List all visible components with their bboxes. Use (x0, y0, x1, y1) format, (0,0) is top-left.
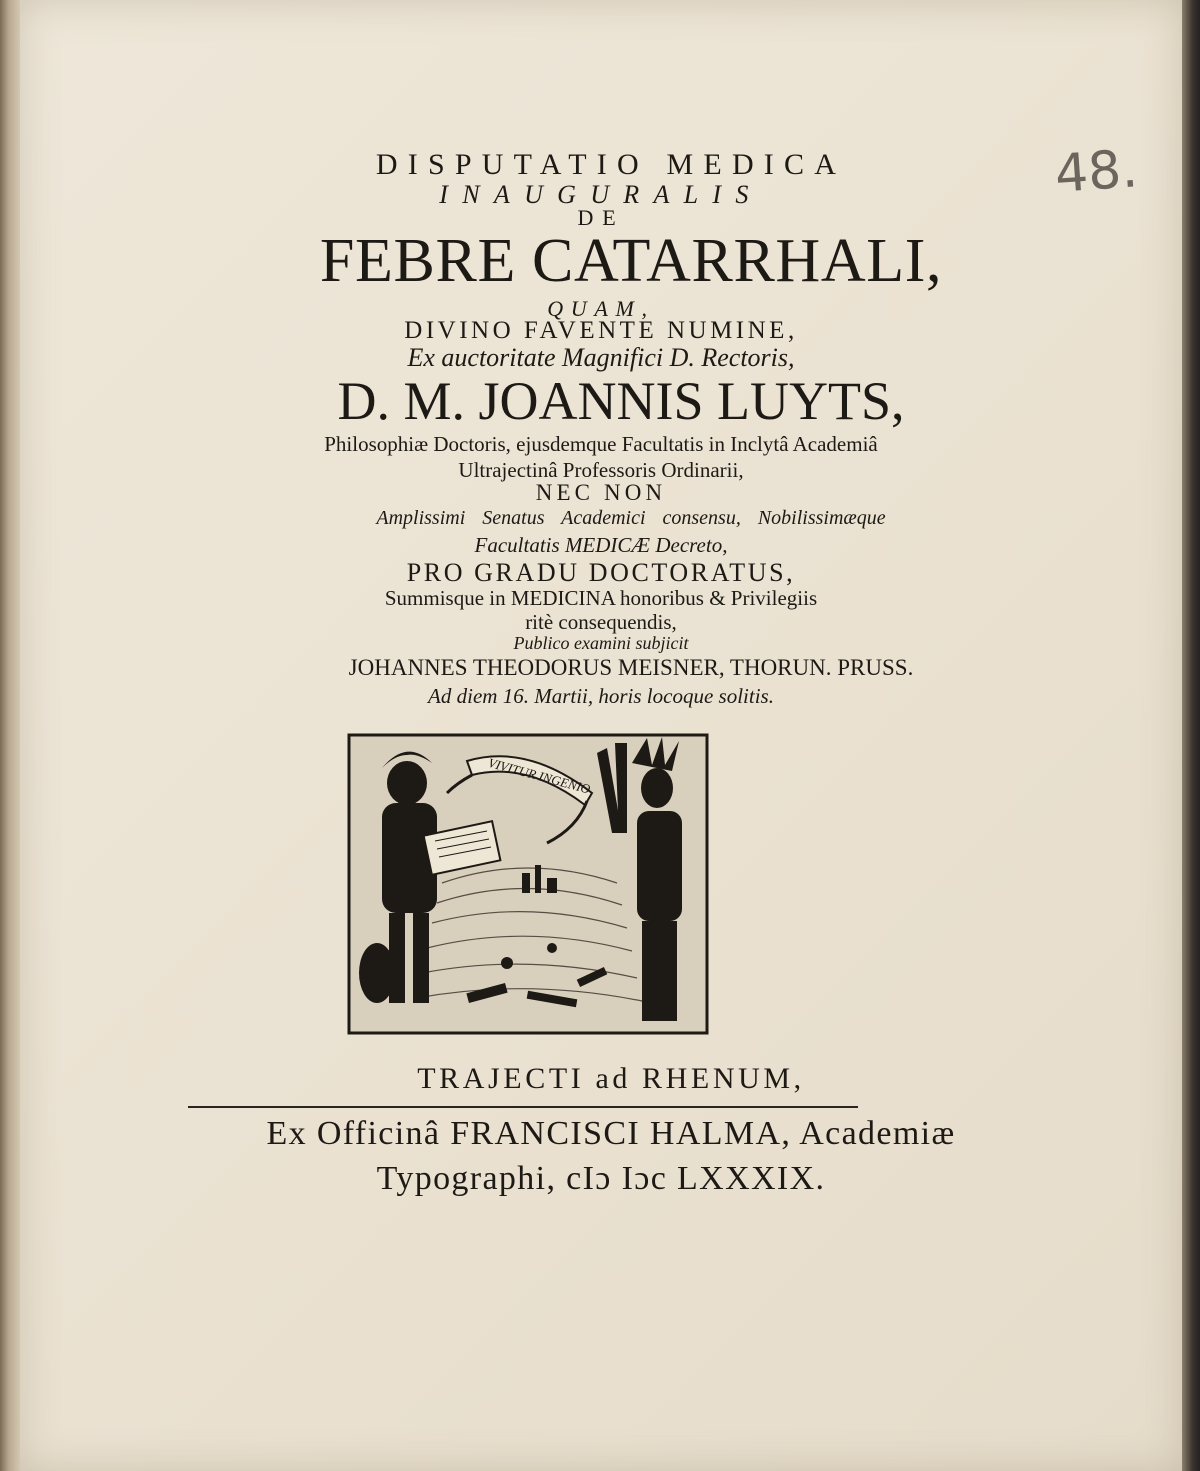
handwritten-number: 48. (1053, 139, 1140, 205)
title-line-de: DE (577, 205, 625, 230)
title-line-auctoritate: Ex auctoritate Magnifici D. Rectoris, (407, 343, 795, 372)
page-edge-shadow (1182, 0, 1200, 1471)
title-line-febre: FEBRE CATARRHALI, (319, 227, 943, 295)
imprint-typographi: Typographi, cIɔ Iɔc LXXXIX. (376, 1160, 826, 1197)
imprint-officina: Ex Officinâ FRANCISCI HALMA, Academiæ (266, 1115, 956, 1152)
title-line-quam: QUAM, (547, 296, 655, 321)
title-line-luyts: D. M. JOANNIS LUYTS, (337, 371, 905, 431)
title-line-pro-gradu: PRO GRADU DOCTORATUS, (406, 558, 796, 587)
title-line-nec-non: NEC NON (535, 480, 667, 505)
woodcut-emblem-icon (347, 733, 709, 1035)
title-line-ultrajectina: Ultrajectinâ Professoris Ordinarii, (458, 458, 744, 482)
title-line-rite: ritè consequendis, (525, 610, 677, 634)
emblem-banner-text: VIVITUR INGENIO (486, 754, 592, 797)
title-line-publico: Publico examini subjicit (513, 633, 689, 653)
title-line-inauguralis: INAUGURALIS (439, 180, 763, 209)
title-line-ad-diem: Ad diem 16. Martii, horis locoque solitis. (428, 684, 774, 708)
title-line-facultatis: Facultatis MEDICÆ Decreto, (474, 533, 728, 557)
title-line-disputatio: DISPUTATIO MEDICA (375, 148, 847, 181)
title-line-philosophiae: Philosophiæ Doctoris, ejusdemque Facultatis in Inclytâ Academiâ (324, 432, 878, 456)
imprint-rule (188, 1106, 858, 1108)
title-line-divino: DIVINO FAVENTE NUMINE, (404, 317, 798, 344)
title-line-amplissimi: Amplissimi Senatus Academici consensu, Nobilissimæque (376, 507, 886, 529)
title-line-meisner: JOHANNES THEODORUS MEISNER, THORUN. PRUSS. (348, 655, 914, 680)
imprint-trajecti: TRAJECTI ad RHENUM, (417, 1062, 805, 1095)
book-spine (0, 0, 22, 1471)
title-line-summisque: Summisque in MEDICINA honoribus & Privilegiis (384, 586, 818, 610)
title-page (20, 0, 1182, 1471)
